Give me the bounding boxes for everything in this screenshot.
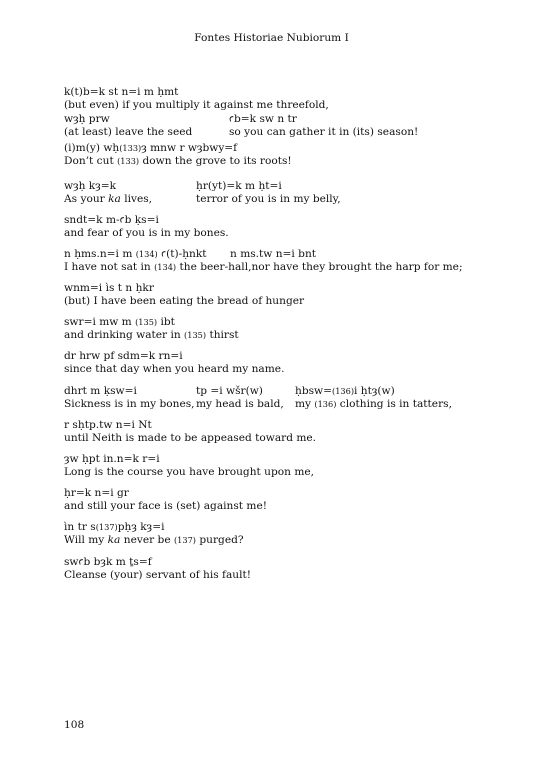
verse-block-3	[64, 142, 484, 167]
transliteration: wnm=i ìs t n ḥkr	[64, 282, 154, 294]
translation-col-2: terror of you is in my belly,	[196, 192, 341, 205]
transliteration: swr=i mw m (135) ibt	[64, 316, 175, 328]
verse-block-2	[64, 113, 484, 138]
transliteration: ìn tr s(137)pḥȝ kȝ=i	[64, 521, 165, 533]
verse-block-8	[64, 316, 484, 341]
verse-block-11	[64, 419, 484, 444]
line-number: (137)	[173, 534, 196, 545]
running-header: Fontes Historiae Nubiorum I	[194, 32, 349, 44]
verse-block-1	[64, 86, 484, 111]
verse-block-15	[64, 556, 484, 581]
transliteration: ḥr=k n=i gr	[64, 487, 129, 499]
translation: and still your face is (set) against me!	[64, 499, 267, 512]
line-number: (134)	[135, 249, 158, 259]
translation-col-1: (at least) leave the seed	[64, 125, 193, 138]
line-number: (134)	[154, 261, 177, 272]
transliteration-col-2: ḥr(yt)=k m ḥt=i	[196, 180, 282, 192]
translation: Cleanse (your) servant of his fault!	[64, 568, 252, 581]
transliteration: ȝw ḥpt in.n=k r=i	[64, 453, 160, 465]
line-number: (133)	[117, 155, 140, 166]
translation-col-1: Sickness is in my bones,	[64, 397, 195, 410]
translation-col-1: As your ka lives,	[64, 192, 153, 205]
ka-italic: ka	[107, 533, 121, 546]
translation: and drinking water in (135) thirst	[64, 328, 239, 341]
line-number: (136)	[314, 398, 337, 409]
verse-block-14	[64, 521, 484, 546]
verse-block-10	[64, 385, 484, 410]
transliteration: swꜥb bȝk m ṯs=f	[64, 556, 152, 568]
translation: Will my ka never be (137) purged?	[64, 533, 244, 546]
verse-block-4	[64, 180, 484, 205]
translation: I have not sat in (134) the beer-hall,nor have they brought the harp for me;	[64, 260, 463, 273]
transliteration-col-3: ḥbsw=(136)i ḥtȝ(w)	[295, 385, 395, 397]
translation-col-2: my head is bald,	[196, 397, 284, 410]
transliteration-col-1: dhrt m ḳsw=i	[64, 385, 137, 397]
transliteration-col-1: wȝḥ kȝ=k	[64, 180, 117, 192]
verse-block-7	[64, 282, 484, 307]
line-number: (133)	[119, 143, 142, 153]
translation: (but even) if you multiply it against me threefold,	[64, 98, 329, 111]
line-number: (135)	[184, 329, 207, 340]
transliteration-col-1: n ḥms.n=i m (134) ꜥ(t)-ḥnkt	[64, 248, 207, 260]
transliteration-col-2: n ms.tw n=i bnt	[230, 248, 317, 260]
ka-italic: ka	[108, 192, 121, 205]
verse-block-12	[64, 453, 484, 478]
verse-block-9	[64, 350, 484, 375]
page-number: 108	[64, 719, 85, 731]
translation: since that day when you heard my name.	[64, 362, 285, 375]
translation: Long is the course you have brought upon me,	[64, 465, 315, 478]
transliteration-col-2: ꜥb=k sw n tr	[229, 113, 297, 125]
line-number: (135)	[135, 317, 158, 327]
translation-col-2: so you can gather it in (its) season!	[229, 125, 419, 138]
transliteration-col-2: tp =i wšr(w)	[196, 385, 263, 397]
translation: (but) I have been eating the bread of hunger	[64, 294, 305, 307]
translation: until Neith is made to be appeased toward me.	[64, 431, 317, 444]
transliteration: k(t)b=k st n=i m ḥmt	[64, 86, 179, 98]
transliteration: (i)m(y) wḥ(133)ȝ mnw r wȝbwy=f	[64, 142, 238, 154]
verse-block-13	[64, 487, 484, 512]
line-number: (137)	[95, 522, 118, 532]
verse-block-5	[64, 214, 484, 239]
transliteration: sndt=k m-ꜥb ḳs=i	[64, 214, 159, 226]
translation: Don’t cut (133) down the grove to its roots!	[64, 154, 292, 167]
transliteration: r sḥtp.tw n=i Nt	[64, 419, 152, 431]
transliteration-col-1: wȝḥ prw	[64, 113, 110, 125]
translation: and fear of you is in my bones.	[64, 226, 229, 239]
verse-block-6	[64, 248, 484, 273]
translation-col-3: my (136) clothing is in tatters,	[295, 397, 452, 410]
line-number: (136)	[332, 386, 355, 396]
transliteration: dr hrw pf sdm=k rn=i	[64, 350, 183, 362]
